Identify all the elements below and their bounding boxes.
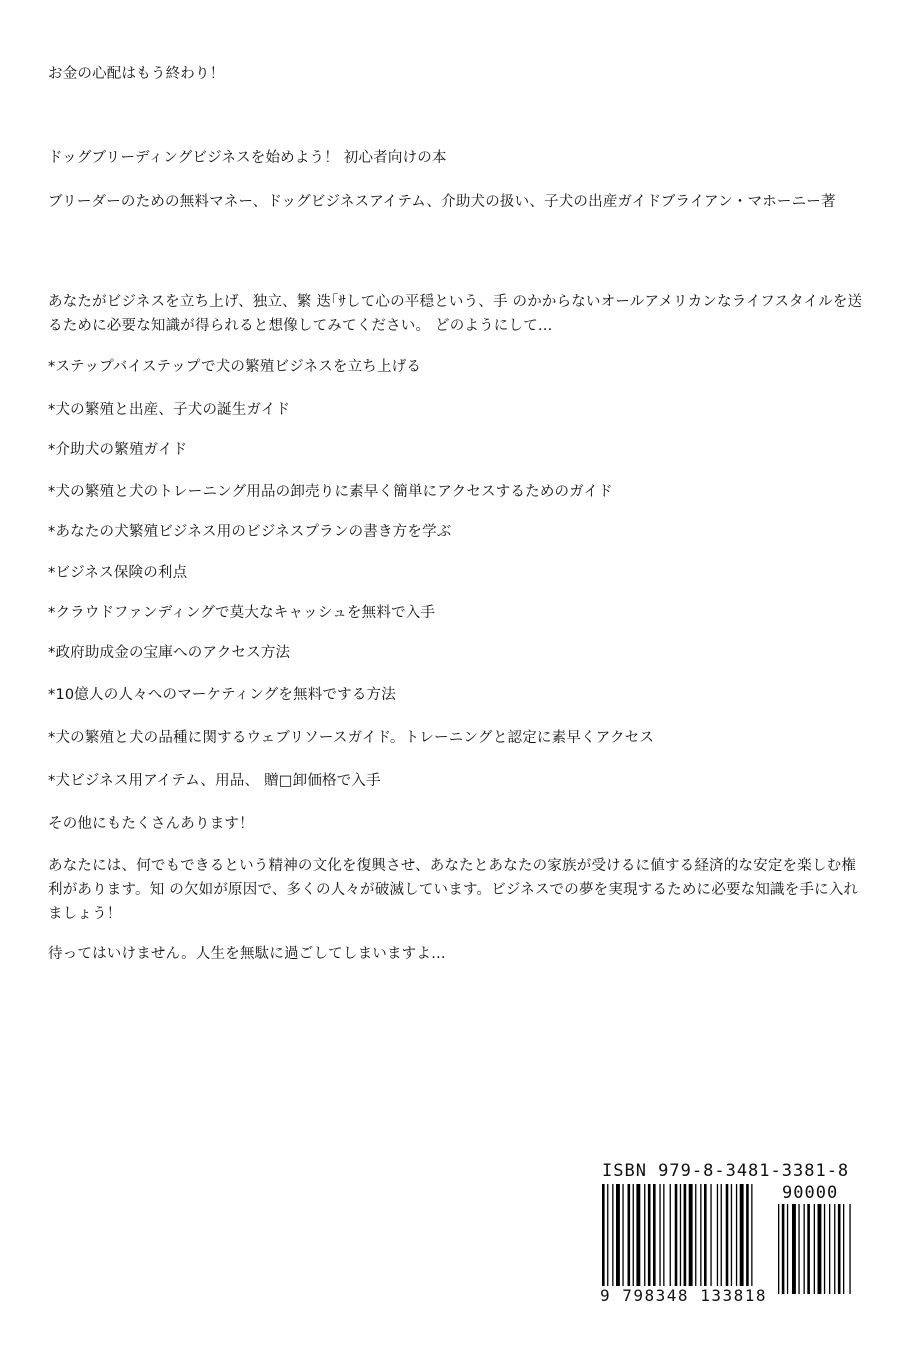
barcode-addon-bar xyxy=(818,1204,822,1294)
barcode-bars xyxy=(598,1184,854,1296)
barcode-bar xyxy=(648,1184,651,1288)
barcode-bar xyxy=(726,1184,729,1288)
barcode-bar xyxy=(633,1184,634,1288)
barcode-bar xyxy=(689,1184,693,1288)
barcode-bar xyxy=(736,1184,737,1288)
barcode-addon-bar xyxy=(798,1204,799,1294)
barcode-bar xyxy=(751,1184,752,1288)
barcode-bar xyxy=(704,1184,707,1288)
barcode-bar xyxy=(602,1184,605,1288)
barcode-addon-bar xyxy=(804,1204,805,1294)
closing-paragraph: あなたには、何でもできるという精神の文化を復興させ、あなたとあなたの家族が受けるに値する経済的な安定を楽しむ権利があります。知 の欠如が原因で、多くの人々が破滅しています。ビジネスでの夢を実現するために必要な知識を手に入れましょう！ xyxy=(48,858,859,922)
barcode-bar xyxy=(684,1184,687,1288)
barcode-bar xyxy=(731,1184,732,1288)
barcode-bar xyxy=(721,1184,722,1288)
bullet-item-6: *ビジネス保険の利点 xyxy=(48,565,188,581)
barcode-addon-bar xyxy=(787,1204,788,1294)
barcode-bar xyxy=(700,1184,701,1288)
bullet-item-5: *あなたの犬繁殖ビジネス用のビジネスプランの書き方を学ぶ xyxy=(48,524,452,540)
barcode-bar xyxy=(717,1184,718,1288)
barcode-bar xyxy=(663,1184,664,1288)
bullet-item-4: *犬の繁殖と犬のトレーニング用品の卸売りに素早く簡単にアクセスするためのガイド xyxy=(48,484,613,500)
more-text: その他にもたくさんあります！ xyxy=(48,816,254,832)
barcode-addon-bar xyxy=(778,1204,779,1294)
isbn-barcode xyxy=(598,1160,854,1310)
barcode-bar xyxy=(659,1184,660,1288)
bullet-item-7: *クラウドファンディングで莫大なキャッシュを無料で入手 xyxy=(48,605,436,621)
barcode-bar xyxy=(644,1184,645,1288)
book-title: ドッグブリーディングビジネスを始めよう！ 初心者向けの本 xyxy=(48,150,447,166)
barcode-bar xyxy=(653,1184,656,1288)
barcode-addon-bar xyxy=(829,1204,830,1294)
bullet-item-9: *10億人の人々へのマーケティングを無料でする方法 xyxy=(48,687,396,703)
isbn-label: ISBN 979-8-3481-3381-8 xyxy=(602,1161,850,1181)
barcode-bar xyxy=(636,1184,640,1288)
barcode-addon-bar xyxy=(782,1204,785,1294)
barcode-addon-bar xyxy=(807,1204,810,1294)
tagline: お金の心配はもう終わり！ xyxy=(48,66,225,82)
barcode-bar xyxy=(746,1184,749,1288)
subtitle-author: ブリーダーのための無料マネー、ドッグビジネスアイテム、介助犬の扱い、子犬の出産ガイドブライアン・マホーニー著 xyxy=(48,194,836,210)
barcode-bar xyxy=(695,1184,696,1288)
price-code: 90000 xyxy=(782,1183,839,1203)
intro-paragraph: あなたがビジネスを立ち上げ、独立、繁 迭｢ｻして心の平穏という、手 のかからないオールアメリカンなライフスタイルを送るために必要な知識が得られると想像してみてください。 どのようにして… xyxy=(48,294,863,334)
bullet-item-1: *ステップバイステップで犬の繁殖ビジネスを立ち上げる xyxy=(48,359,422,375)
barcode-bar xyxy=(740,1184,744,1288)
barcode-addon-bar xyxy=(838,1204,841,1294)
barcode-addon-bar xyxy=(849,1204,850,1294)
barcode-addon-bar xyxy=(843,1204,844,1294)
final-line: 待ってはいけません。人生を無駄に過ごしてしまいますよ… xyxy=(48,946,446,962)
barcode-bar xyxy=(710,1184,711,1288)
bullet-item-8: *政府助成金の宝庫へのアクセス方法 xyxy=(48,645,291,661)
bullet-item-2: *犬の繁殖と出産、子犬の誕生ガイド xyxy=(48,402,291,418)
barcode-bar xyxy=(675,1184,678,1288)
isbn-digits: 9 798348 133818 xyxy=(600,1286,767,1305)
barcode-bar xyxy=(616,1184,620,1288)
barcode-bar xyxy=(622,1184,623,1288)
bullet-item-11: *犬ビジネス用アイテム、用品、 贈□卸価格で入手 xyxy=(48,773,381,789)
barcode-addon-bar xyxy=(824,1204,825,1294)
barcode-addon-bar xyxy=(814,1204,815,1294)
bullet-item-3: *介助犬の繁殖ガイド xyxy=(48,442,188,458)
barcode-bar xyxy=(607,1184,608,1288)
barcode-bar xyxy=(628,1184,631,1288)
barcode-bar xyxy=(612,1184,613,1288)
barcode-bar xyxy=(680,1184,681,1288)
barcode-bar xyxy=(670,1184,671,1288)
barcode-addon-bar xyxy=(834,1204,835,1294)
barcode-addon-bar xyxy=(792,1204,796,1294)
bullet-item-10: *犬の繁殖と犬の品種に関するウェブリソースガイド。トレーニングと認定に素早くアクセス xyxy=(48,730,655,746)
